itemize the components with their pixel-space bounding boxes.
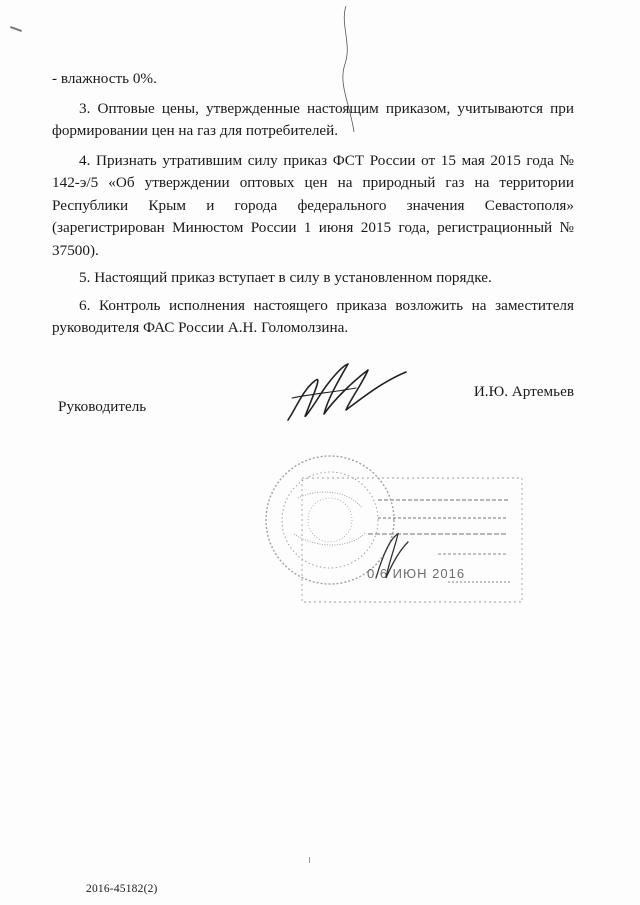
- order-body-text: [52, 68, 574, 340]
- paragraph-item-4: 4. Признать утратившим силу приказ ФСТ России от 15 мая 2015 года № 142-э/5 «Об утверждении оптовых цен на природный газ на территории Республики Крым и города федерального значения Севастополя» (зарегистрирован Минюстом России 1 июня 2015 года, регистрационный № 37500).: [52, 151, 574, 259]
- paragraph-item-6: 6. Контроль исполнения настоящего приказа возложить на заместителя руководителя ФАС России А.Н. Голомолзина.: [52, 296, 574, 336]
- paragraph-item-5: 5. Настоящий приказ вступает в силу в установленном порядке.: [79, 269, 492, 286]
- scan-artifact: [10, 26, 22, 32]
- signatory-title: Руководитель: [58, 398, 147, 415]
- stamp-date: 0 6 ИЮН 2016: [367, 566, 466, 581]
- humidity-line: - влажность 0%.: [52, 70, 157, 87]
- official-stamp: [258, 438, 530, 610]
- handwritten-signature: [282, 358, 412, 428]
- paragraph-item-3: 3. Оптовые цены, утвержденные настоящим приказом, учитываются при формировании цен на газ для потребителей.: [52, 99, 574, 139]
- signatory-name: И.Ю. Артемьев: [473, 383, 574, 400]
- document-number: 2016-45182(2): [86, 883, 158, 895]
- scan-artifact-dot: [309, 857, 310, 863]
